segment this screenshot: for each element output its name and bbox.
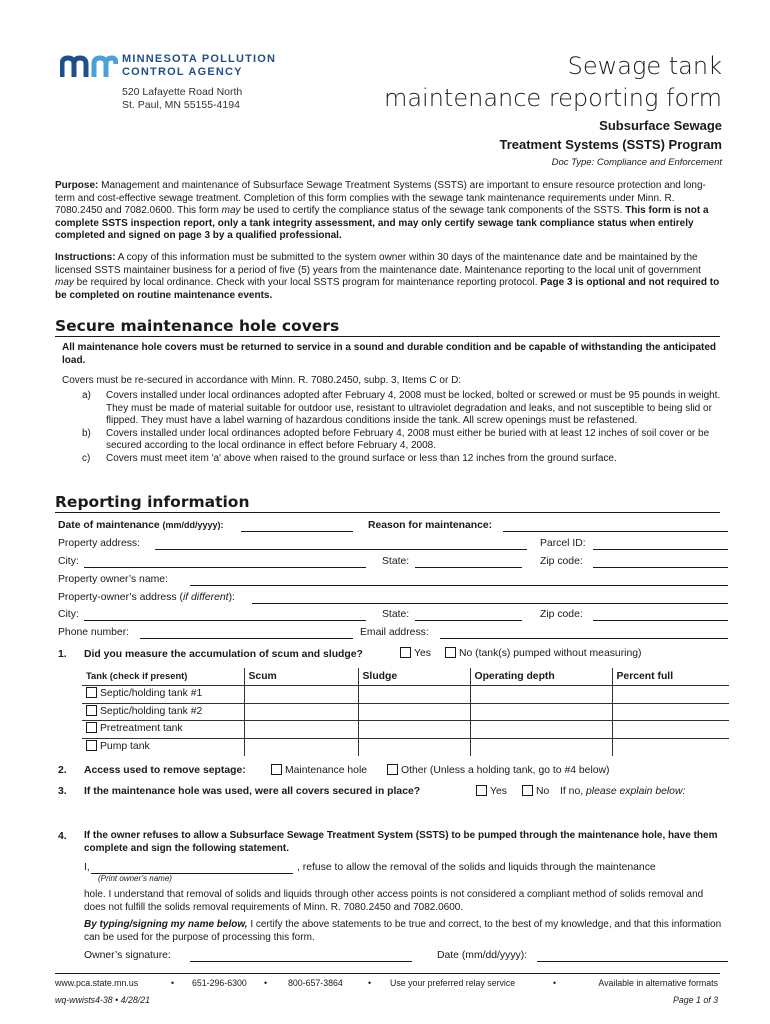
q4-hole-text: hole. I understand that removal of solids and liquids through other access points is not considered a compliant method of solids removal and does not fulfill the solids removal requirements of Minn. R. 7080.2450 and 7082.0600. [84,889,704,913]
q4-i: I, [84,862,90,873]
owner-signature-label: Owner’s signature: [84,950,171,961]
q3-yes-label: Yes [490,786,507,797]
city-label: City: [58,556,79,567]
secure-divider [55,336,720,337]
q3-no-label: No [536,786,550,797]
reporting-section-title: Reporting information [55,493,250,511]
scum-cell[interactable] [244,721,358,739]
subtitle-line-1: Subsurface Sewage [599,118,722,133]
sludge-cell[interactable] [358,738,470,756]
signature-date-label: Date (mm/dd/yyyy): [437,950,528,961]
title-line-2: maintenance reporting form [383,84,722,112]
q3-yes-checkbox[interactable] [476,785,487,796]
percent-cell[interactable] [612,738,729,756]
q3-if-no: If no, [560,786,586,797]
sludge-cell[interactable] [358,721,470,739]
tank-label: Pretreatment tank [100,723,183,735]
footer-divider [55,973,720,974]
q3-yes-option[interactable] [476,785,507,799]
table-row [82,703,729,721]
q3-no-checkbox[interactable] [522,785,533,796]
depth-cell[interactable] [470,721,612,739]
address-line-1: 520 Lafayette Road North [122,86,243,98]
owner-address-field[interactable] [252,603,728,604]
mpca-logo-icon [60,55,118,79]
q3-number: 3. [58,786,67,797]
property-address-label: Property address: [58,538,141,549]
q1-no-checkbox[interactable] [445,647,456,658]
col-operating-depth: Operating depth [470,668,612,686]
title-line-1: Sewage tank [567,52,722,80]
doc-type: Doc Type: Compliance and Enforcement [551,157,722,168]
q2-other-option[interactable] [387,764,610,778]
date-of-maintenance-field[interactable] [241,531,353,532]
percent-cell[interactable] [612,686,729,704]
col-tank: Tank (check if present) [82,668,244,686]
item-letter: c) [82,452,91,464]
q3-text: If the maintenance hole was used, were all covers secured in place? [84,786,421,797]
item-letter: b) [82,427,91,439]
q4-number: 4. [58,831,67,842]
sludge-cell[interactable] [358,686,470,704]
footer-bullet: • [553,978,557,988]
agency-name [122,53,276,79]
reporting-divider [55,512,720,513]
sludge-cell[interactable] [358,703,470,721]
table-row [82,738,729,756]
tank-checkbox[interactable] [86,687,97,698]
address-line-2: St. Paul, MN 55155-4194 [122,99,240,111]
tank-label: Septic/holding tank #1 [100,688,203,700]
purpose-text-2: be used to certify the compliance status of the sewage tank components of the SSTS. [240,205,626,217]
purpose-bold: This form is not a complete SSTS inspection report, only a tank integrity assessment, and may only certify sewage tank compliance status when entirely completed and signed on page 3 by a qualified professional. [55,205,709,242]
purpose-text-1: Management and maintenance of Subsurface Sewage Treatment Systems (SSTS) are important to ensure resource protection and long-term and cost-effective sewage treatment. Completion of this form complies with the sewage tank maintenance requirements under Minn. R. 7080.2450 and 7082.0600. This form [55,180,706,217]
page-number: Page 1 of 3 [673,995,718,1005]
date-format: (mm/dd/yyyy): [162,520,224,530]
percent-cell[interactable] [612,721,729,739]
tank-table [82,668,729,756]
tank-cell[interactable] [82,686,244,704]
footer-phone-1: 651-296-6300 [192,978,247,988]
owner-state-label: State: [382,609,410,620]
subtitle-line-2: Treatment Systems (SSTS) Program [499,137,722,152]
owner-signature-field[interactable] [190,961,412,962]
q4-by-typing: By typing/signing my name below, [84,919,248,930]
scum-cell[interactable] [244,703,358,721]
purpose-label: Purpose: [55,180,99,191]
phone-field[interactable] [140,638,353,639]
tank-checkbox[interactable] [86,705,97,716]
tank-table-header [82,668,729,686]
q2-text: Access used to remove septage: [84,765,246,776]
print-owner-name-caption: (Print owner’s name) [98,874,172,883]
owner-name-field[interactable] [190,585,728,586]
zip-field[interactable] [593,567,728,568]
footer-form-id: wq-wwists4-38 • 4/28/21 [55,995,151,1005]
date-of-maintenance-row [58,519,224,533]
tank-cell[interactable] [82,738,244,756]
q1-yes-checkbox[interactable] [400,647,411,658]
q2-other-checkbox[interactable] [387,764,398,775]
q1-text: Did you measure the accumulation of scum and sludge? [84,649,363,660]
q1-no-option[interactable] [445,647,642,661]
tank-label: Septic/holding tank #2 [100,705,203,717]
state-label: State: [382,556,410,567]
reason-label: Reason for maintenance: [368,520,493,531]
tank-checkbox[interactable] [86,722,97,733]
q3-no-option[interactable] [522,785,549,799]
owner-zip-label: Zip code: [540,609,583,620]
page-subtitle [499,116,722,154]
depth-cell[interactable] [470,686,612,704]
owner-address-label [58,591,235,605]
q1-yes-option[interactable] [400,647,431,661]
tank-cell[interactable] [82,721,244,739]
q4-certify-text: I certify the above statements to be true and correct, to the best of my knowledge, and that this information can be used for the purpose of processing this form. [84,919,722,943]
scum-cell[interactable] [244,686,358,704]
parcel-id-field[interactable] [593,549,728,550]
tank-cell[interactable] [82,703,244,721]
q2-maintenance-hole-checkbox[interactable] [271,764,282,775]
date-label: Date of maintenance [58,520,160,531]
purpose-paragraph [55,180,722,243]
q1-no-label: No (tank(s) pumped without measuring) [459,648,642,659]
purpose-may: may [221,205,241,217]
q4-certify [84,919,724,944]
owner-address-end: ): [228,592,235,603]
secure-intro: Covers must be re-secured in accordance with Minn. R. 7080.2450, subp. 3, Items C or D: [62,375,462,386]
secure-item-c [82,453,722,466]
col-percent-full: Percent full [612,668,729,686]
page-title [384,50,722,114]
q3-explain-text: please explain below: [586,786,686,797]
secure-section-title: Secure maintenance hole covers [55,317,340,335]
owner-city-label: City: [58,609,79,620]
table-row [82,686,729,704]
q4-refuse: , refuse to allow the removal of the solids and liquids through the maintenance [297,862,656,873]
item-text: Covers installed under local ordinances adopted after February 4, 2008 must be locked, bolted or screwed or must be 95 pounds in weight. They must be made of material suitable for outdoor use, resistant to ultraviolet degradation and leaks, and not susceptible to being slid or flipped. They must have a label warning of hazardous conditions inside the tank. All screw openings must be refastened. [106,390,721,427]
col-scum: Scum [244,668,358,686]
footer-website[interactable]: www.pca.state.mn.us [55,978,139,988]
owner-city-field[interactable] [84,620,366,621]
q1-number: 1. [58,649,67,660]
footer-bullet: • [171,978,175,988]
footer-bullet: • [368,978,372,988]
owner-address-text: Property-owner’s address ( [58,592,183,603]
secure-item-b [82,428,722,453]
footer-relay: Use your preferred relay service [390,978,516,988]
percent-cell[interactable] [612,703,729,721]
instructions-text-1: A copy of this information must be submitted to the system owner within 30 days of the maintenance date and be maintained by the licensed SSTS maintainer business for a period of five (5) years from the maintenance date. Maintenance reporting to the local unit of government [55,252,701,276]
secure-item-a [82,390,722,428]
q2-number: 2. [58,765,67,776]
q3-explain [560,785,685,799]
instructions-bold: Page 3 is optional and not required to be completed on routine maintenance events. [55,277,720,301]
tank-label: Pump tank [100,741,150,753]
q2-maintenance-hole-label: Maintenance hole [285,765,368,776]
depth-cell[interactable] [470,703,612,721]
owner-zip-field[interactable] [593,620,728,621]
owner-state-field[interactable] [415,620,522,621]
phone-label: Phone number: [58,627,130,638]
col-sludge: Sludge [358,668,470,686]
instructions-text-2: be required by local ordinance. Check with your local SSTS program for maintenance reporting protocol. [73,277,541,289]
email-label: Email address: [360,627,429,638]
agency-line-2: CONTROL AGENCY [122,66,243,78]
instructions-may: may [55,277,74,289]
item-text: Covers installed under local ordinances adopted before February 4, 2008 must either be buried with at least 12 inches of soil cover or be secured according to the local ordinance in effect before February 4, 2008. [106,427,710,452]
city-field[interactable] [84,567,366,568]
item-text: Covers must meet item 'a' above when raised to the ground surface or less than 12 inches from the ground surface. [106,452,617,464]
zip-label: Zip code: [540,556,583,567]
depth-cell[interactable] [470,738,612,756]
agency-address [122,86,242,112]
parcel-id-label: Parcel ID: [540,538,586,549]
q2-other-label: Other (Unless a holding tank, go to #4 below) [401,765,610,776]
signature-date-field[interactable] [537,961,728,962]
q2-maintenance-hole-option[interactable] [271,764,367,778]
q1-yes-label: Yes [414,648,431,659]
secure-bold-line: All maintenance hole covers must be returned to service in a sound and durable condition and be capable of withstanding the anticipated load. [62,342,717,366]
owner-name-label: Property owner’s name: [58,574,168,585]
agency-line-1: MINNESOTA POLLUTION [122,53,277,65]
instructions-paragraph [55,252,722,302]
reason-field[interactable] [503,531,728,532]
q4-text: If the owner refuses to allow a Subsurface Sewage Treatment System (SSTS) to be pumped through the maintenance hole, have them complete and sign the following statement. [84,830,718,854]
state-field[interactable] [415,567,522,568]
table-row [82,721,729,739]
item-letter: a) [82,390,91,401]
secure-items [82,390,722,466]
footer-phone-2: 800-657-3864 [288,978,343,988]
tank-checkbox[interactable] [86,740,97,751]
if-different: if different [182,592,229,603]
footer-formats: Available in alternative formats [598,978,718,988]
email-field[interactable] [440,638,728,639]
property-address-field[interactable] [155,549,527,550]
footer-bullet: • [264,978,268,988]
scum-cell[interactable] [244,738,358,756]
instructions-label: Instructions: [55,252,116,263]
